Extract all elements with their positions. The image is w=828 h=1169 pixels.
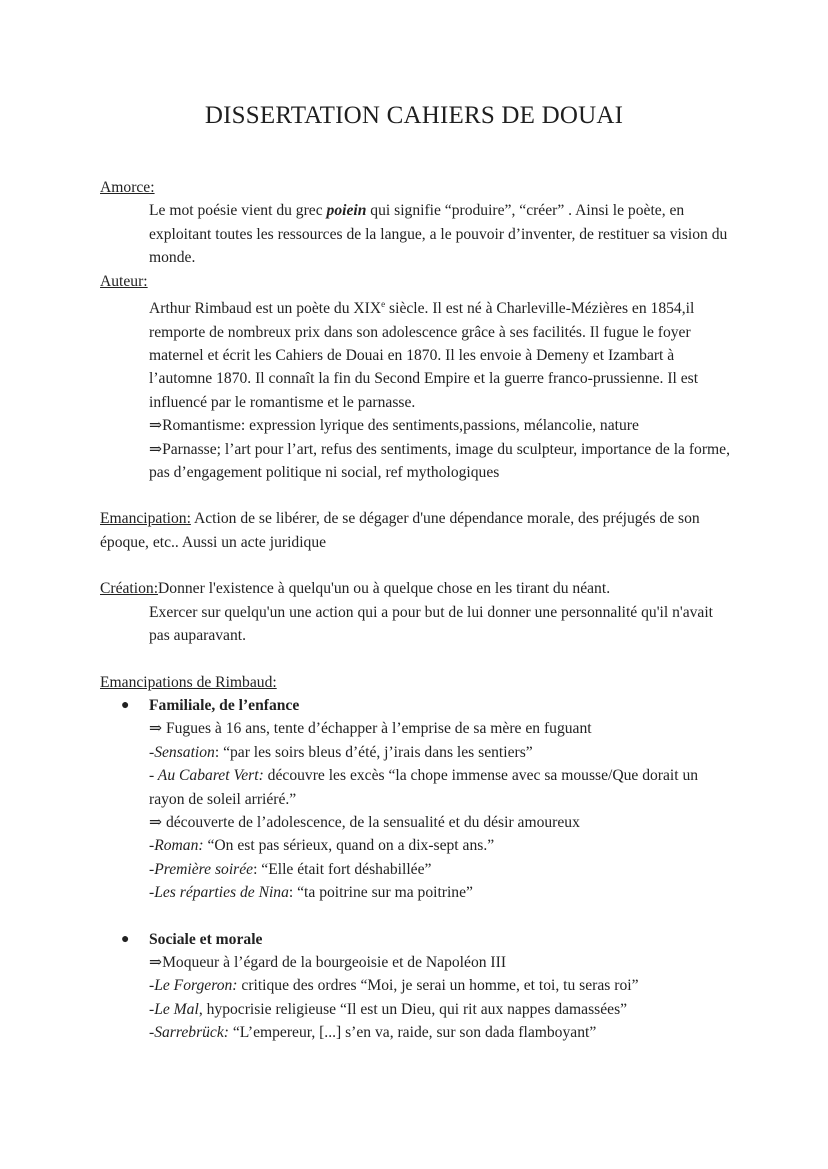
creation-definition: Création:Donner l'existence à quelqu'un ou à quelque chose en les tirant du néant. bbox=[100, 580, 611, 598]
bullet-icon: ● bbox=[121, 697, 130, 713]
sociale-details: ⇒Moqueur à l’égard de la bourgeoisie et de Napoléon III -Le Forgeron: critique des ordres “Moi, je serai un homme, et toi, tu seras roi” -Le Mal, hypocrisie religieuse “Il est un Dieu, qui rit aux nappes damassées” -Sarrebrück: “L’empereur, [...] s’en va, raide, sur son dada flamboyant” bbox=[149, 953, 639, 1042]
familiale-details: ⇒ Fugues à 16 ans, tente d’échapper à l’emprise de sa mère en fuguant -Sensation: “par les soirs bleus d’été, j’irais dans les sentiers” - Au Cabaret Vert: découvre les excès “la chope immense avec sa mousse/Que dorait un rayon de soleil arriéré.” ⇒ découverte de l’adolescence, de la sensualité et du désir amoureux -Roman: “On est pas sérieux, quand on a dix-sept ans.” -Première soirée: “Elle était fort déshabillée” -Les réparties de Nina: “ta poitrine sur ma poitrine” bbox=[149, 720, 699, 902]
auteur-heading: Auteur: bbox=[100, 272, 148, 290]
list-item-familiale bbox=[100, 694, 736, 717]
amorce-heading: Amorce: bbox=[100, 179, 155, 196]
list-item-sociale bbox=[100, 928, 736, 951]
sociale-title: Sociale et morale bbox=[149, 930, 263, 948]
bullet-icon: ● bbox=[121, 931, 130, 947]
document-body bbox=[100, 176, 736, 1045]
amorce-paragraph: Le mot poésie vient du grec poiein qui signifie “produire”, “créer” . Ainsi le poète, en exploitant toutes les ressources de la langue, a le pouvoir d’inventer, de restituer sa vision du monde. bbox=[149, 202, 728, 267]
creation-heading: Création: bbox=[100, 580, 159, 598]
emancipation-heading: Emancipation: bbox=[100, 510, 191, 528]
familiale-title: Familiale, de l’enfance bbox=[149, 696, 300, 714]
auteur-paragraph: Arthur Rimbaud est un poète du XIXe siècle. Il est né à Charleville-Mézières en 1854,il remporte de nombreux prix dans son adolescence grâce à ses facilités. Il fugue le foyer maternel et écrit les Cahiers de Douai en 1870. Il les envoie à Demeny et Izambart à l’automne 1870. Il connaît la fin du Second Empire et la guerre franco-prussienne. Il est influencé par le romantisme et le parnasse. bbox=[149, 299, 699, 411]
emancipations-heading: Emancipations de Rimbaud: bbox=[100, 673, 277, 691]
page-title: DISSERTATION CAHIERS DE DOUAI bbox=[204, 102, 624, 129]
creation-definition-2: Exercer sur quelqu'un une action qui a pour but de lui donner une personnalité qu'il n'avait pas auparavant. bbox=[149, 603, 714, 645]
emancipation-definition: Emancipation: Action de se libérer, de se dégager d'une dépendance morale, des préjugés de son époque, etc.. Aussi un acte juridique bbox=[100, 510, 700, 551]
parnasse-line: ⇒Parnasse; l’art pour l’art, refus des sentiments, image du sculpteur, importance de la forme, pas d’engagement politique ni social, ref mythologiques bbox=[149, 440, 730, 482]
romantisme-line: ⇒Romantisme: expression lyrique des sentiments,passions, mélancolie, nature bbox=[149, 417, 639, 435]
